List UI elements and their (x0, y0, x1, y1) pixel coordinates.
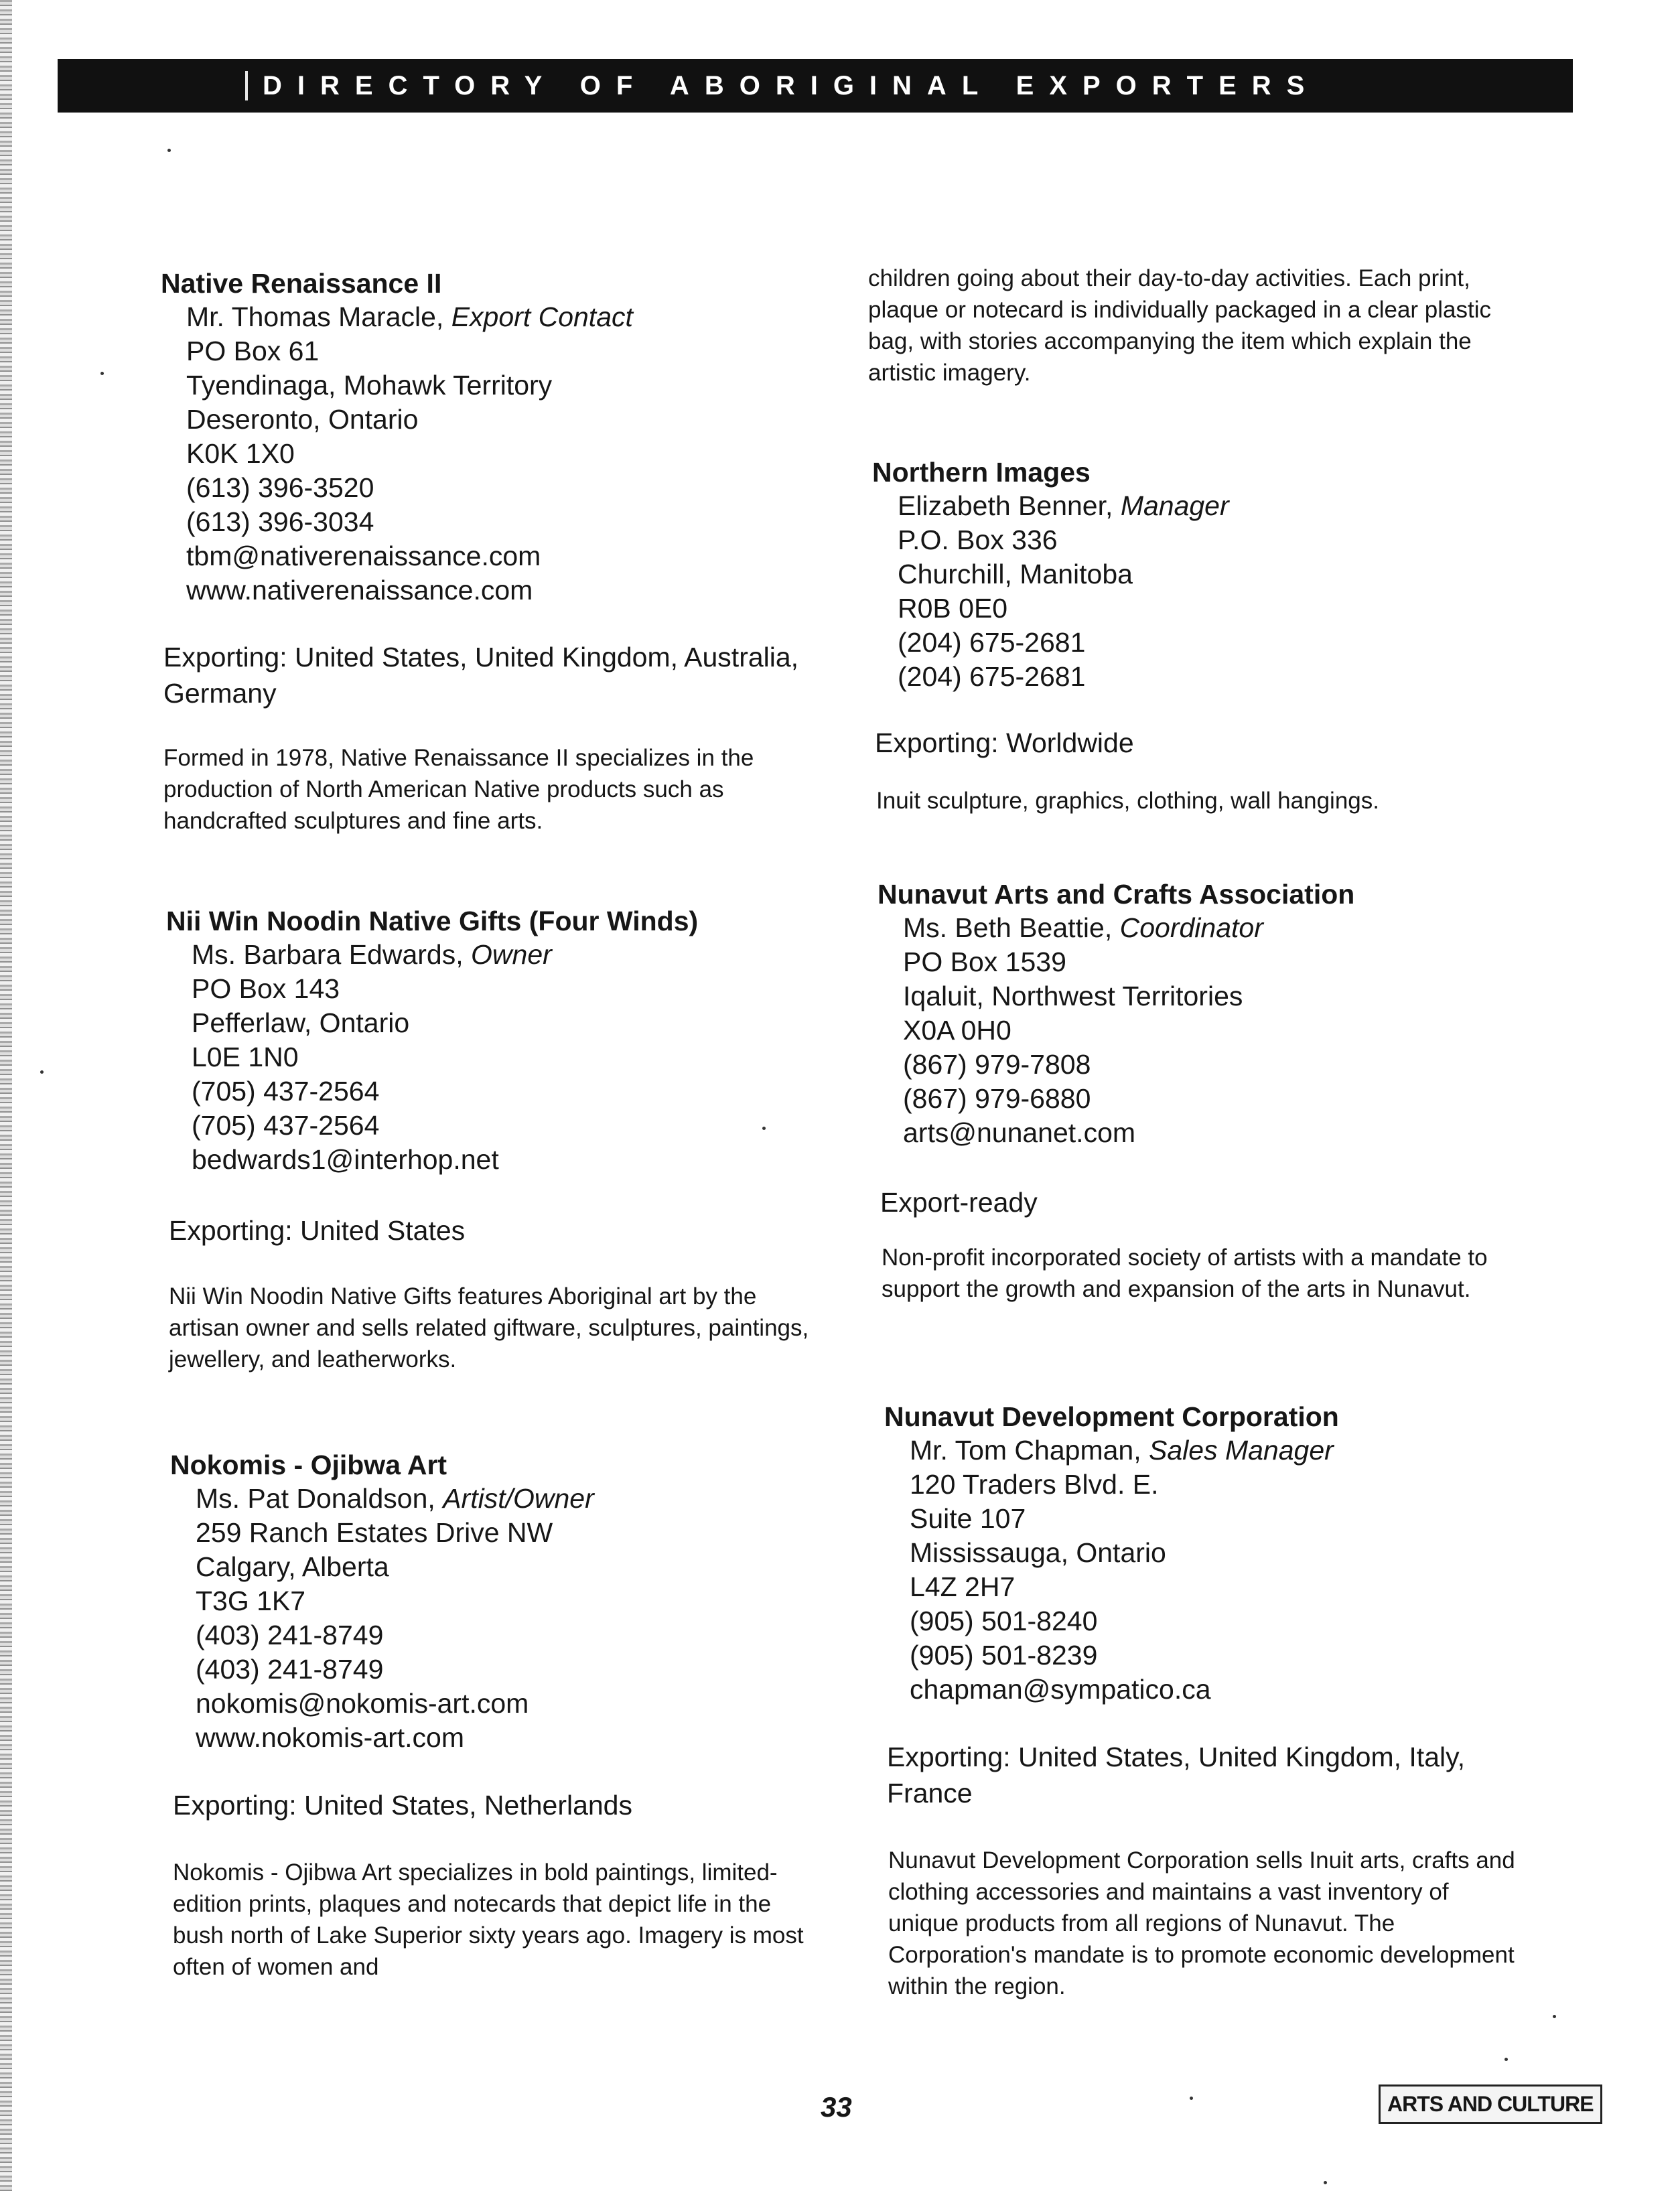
address-line: Pefferlaw, Ontario (192, 1007, 410, 1038)
company-description: Nunavut Development Corporation sells Inuit arts, crafts and clothing accessories and maintains a vast inventory of unique products from all regions of Nunavut. The Corporation's mandate is to promote economic development within the region. (888, 1847, 1515, 1999)
phone-number: (705) 437-2564 (192, 1076, 380, 1107)
fax-number: (705) 437-2564 (192, 1110, 380, 1141)
address-line: Iqaluit, Northwest Territories (903, 981, 1243, 1011)
company-entry (166, 904, 698, 1177)
postal-code: X0A 0H0 (903, 1015, 1011, 1046)
company-name: Nunavut Arts and Crafts Association (878, 879, 1355, 910)
contact-role: Artist/Owner (443, 1483, 594, 1514)
company-description: Formed in 1978, Native Renaissance II specializes in the production of North American Native products such as handcrafted sculptures and fine arts. (163, 745, 754, 834)
scan-speck (1190, 2097, 1193, 2100)
company-entry (884, 1400, 1339, 1707)
contact-person: Mr. Thomas Maracle, (186, 301, 444, 332)
company-description: Inuit sculpture, graphics, clothing, wall hangings. (876, 788, 1379, 814)
company-entry (872, 455, 1229, 694)
section-badge: ARTS AND CULTURE (1379, 2084, 1602, 2124)
contact-role: Coordinator (1119, 912, 1263, 943)
postal-code: L4Z 2H7 (910, 1571, 1016, 1602)
contact-person: Mr. Tom Chapman, (910, 1435, 1141, 1466)
address-line: Suite 107 (910, 1503, 1026, 1534)
fax-number: (867) 979-6880 (903, 1083, 1091, 1114)
company-entry (878, 877, 1354, 1150)
contact-block (878, 911, 1354, 1150)
contact-role: Sales Manager (1149, 1435, 1334, 1466)
scan-speck (1324, 2181, 1327, 2184)
email-address: nokomis@nokomis-art.com (196, 1688, 529, 1719)
email-address: bedwards1@interhop.net (192, 1144, 499, 1175)
email-address: arts@nunanet.com (903, 1117, 1136, 1148)
company-description: Nii Win Noodin Native Gifts features Aboriginal art by the artisan owner and sells related giftware, sculptures, paintings, jewellery, and leatherworks. (169, 1283, 809, 1372)
address-line: P.O. Box 336 (898, 524, 1058, 555)
address-line: PO Box 1539 (903, 946, 1066, 977)
address-line: 259 Ranch Estates Drive NW (196, 1517, 553, 1548)
contact-role: Manager (1120, 490, 1229, 521)
postal-code: K0K 1X0 (186, 438, 295, 469)
phone-number: (905) 501-8240 (910, 1606, 1098, 1636)
contact-role: Owner (471, 939, 552, 970)
company-entry (161, 267, 633, 608)
contact-person: Ms. Barbara Edwards, (192, 939, 464, 970)
company-name: Nokomis - Ojibwa Art (170, 1450, 447, 1480)
company-description: Nokomis - Ojibwa Art specializes in bold paintings, limited-edition prints, plaques and notecards that depict life in the bush north of Lake Superior sixty years ago. Imagery is most often of women and (173, 1859, 804, 1980)
company-description: Non-profit incorporated society of artists with a mandate to support the growth and expansion of the arts in Nunavut. (882, 1245, 1488, 1302)
scan-speck (762, 1127, 766, 1130)
phone-number: (867) 979-7808 (903, 1049, 1091, 1080)
postal-code: L0E 1N0 (192, 1042, 299, 1072)
address-line: PO Box 143 (192, 973, 340, 1004)
website-address: www.nativerenaissance.com (186, 575, 533, 606)
address-line: Churchill, Manitoba (898, 559, 1133, 589)
phone-number: (204) 675-2681 (898, 627, 1086, 658)
scan-speck (1553, 2015, 1556, 2018)
contact-person: Ms. Pat Donaldson, (196, 1483, 435, 1514)
email-address: tbm@nativerenaissance.com (186, 541, 541, 571)
email-address: chapman@sympatico.ca (910, 1674, 1211, 1705)
company-name: Native Renaissance II (161, 268, 442, 299)
contact-role: Export Contact (451, 301, 633, 332)
company-name: Nunavut Development Corporation (884, 1401, 1339, 1432)
company-name: Northern Images (872, 457, 1091, 488)
page-number: 33 (821, 2091, 852, 2123)
phone-number: (613) 396-3520 (186, 472, 374, 503)
exporting-info: Exporting: United States (169, 1215, 466, 1246)
page-header-title: DIRECTORY OF ABORIGINAL EXPORTERS (263, 70, 1320, 100)
contact-person: Ms. Beth Beattie, (903, 912, 1113, 943)
header-divider (245, 71, 248, 100)
address-line: Mississauga, Ontario (910, 1537, 1166, 1568)
postal-code: T3G 1K7 (196, 1585, 306, 1616)
exporting-info: Exporting: United States, United Kingdom, Italy, France (887, 1742, 1465, 1809)
address-line: Tyendinaga, Mohawk Territory (186, 370, 553, 401)
fax-number: (905) 501-8239 (910, 1640, 1098, 1671)
fax-number: (613) 396-3034 (186, 506, 374, 537)
contact-block (884, 1433, 1339, 1707)
scan-speck (40, 1070, 44, 1074)
company-entry (170, 1448, 594, 1755)
address-line: Calgary, Alberta (196, 1551, 389, 1582)
website-address: www.nokomis-art.com (196, 1722, 464, 1753)
exporting-info: Exporting: United States, United Kingdom, Australia, Germany (163, 642, 799, 709)
contact-block (166, 938, 698, 1177)
scan-edge (0, 0, 12, 2191)
contact-block (161, 300, 633, 608)
exporting-info: Exporting: United States, Netherlands (173, 1790, 632, 1821)
address-line: Deseronto, Ontario (186, 404, 419, 435)
fax-number: (204) 675-2681 (898, 661, 1086, 692)
exporting-info: Exporting: Worldwide (875, 727, 1134, 758)
continued-description: children going about their day-to-day activities. Each print, plaque or notecard is individually packaged in a clear plastic bag, with stories accompanying the item which explain the artistic imagery. (868, 265, 1491, 386)
scan-speck (100, 372, 104, 375)
header-bar (58, 59, 1573, 113)
postal-code: R0B 0E0 (898, 593, 1008, 624)
address-line: PO Box 61 (186, 336, 320, 366)
company-name: Nii Win Noodin Native Gifts (Four Winds) (166, 906, 699, 936)
address-line: 120 Traders Blvd. E. (910, 1469, 1159, 1500)
fax-number: (403) 241-8749 (196, 1654, 384, 1685)
scan-speck (167, 149, 171, 152)
contact-person: Elizabeth Benner, (898, 490, 1113, 521)
scan-speck (1504, 2058, 1508, 2061)
phone-number: (403) 241-8749 (196, 1620, 384, 1650)
exporting-info: Export-ready (880, 1187, 1038, 1218)
contact-block (872, 489, 1229, 694)
contact-block (170, 1482, 594, 1755)
